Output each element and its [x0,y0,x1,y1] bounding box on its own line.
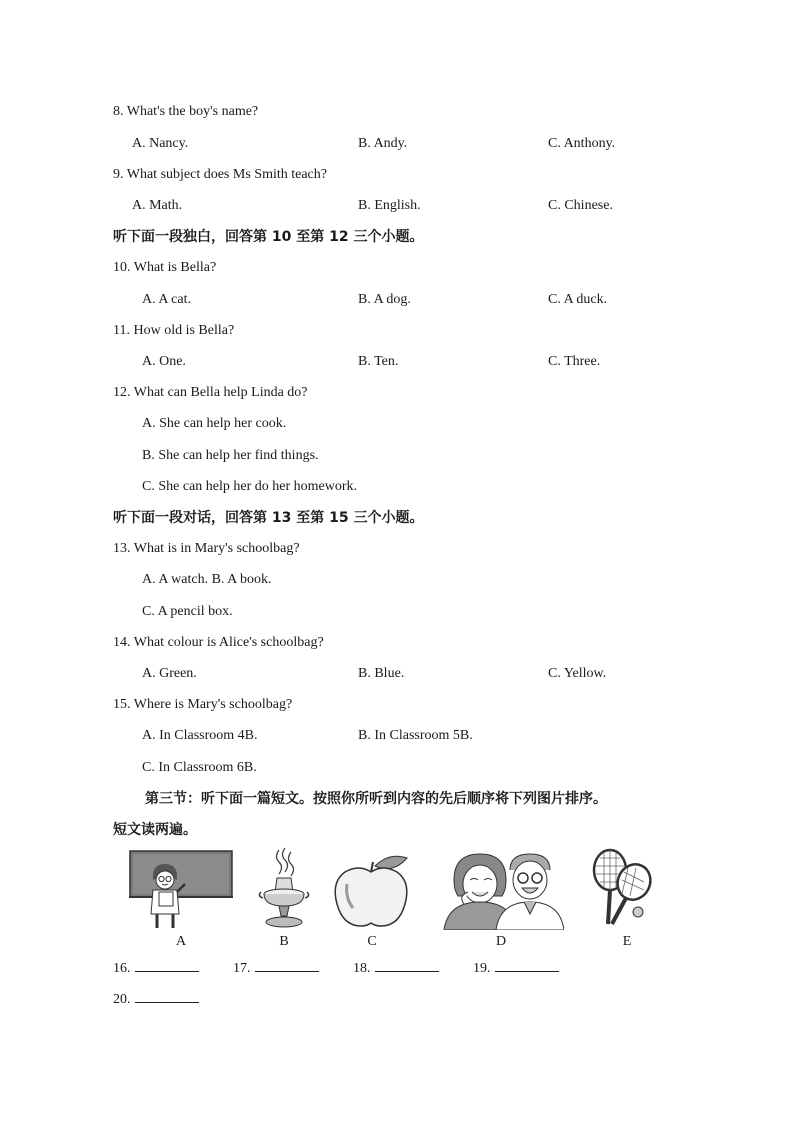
q15-option-c: C. In Classroom 6B. [142,760,257,775]
answer-20 [113,988,199,1009]
answer-18-blank[interactable] [375,957,439,972]
q8-option-c: C. Anthony. [548,136,616,151]
q13-option-ab: A. A watch. B. A book. [142,572,272,587]
question-13: 13. What is in Mary's schoolbag? [113,541,300,556]
q11-option-b: B. Ten. [358,354,399,369]
answer-18-number: 18. [353,961,371,976]
question-11: 11. How old is Bella? [113,323,235,338]
answer-18 [353,957,439,978]
hotpot-icon [257,846,311,930]
q10-option-c: C. A duck. [548,292,608,307]
picture-label-d: D [495,934,507,949]
dialogue-instruction: 听下面一段对话，回答第 13 至第 15 三个小题。 [113,510,424,526]
q10-option-b: B. A dog. [358,292,411,307]
q9-option-c: C. Chinese. [548,198,613,213]
teacher-at-blackboard-icon [129,850,233,930]
monologue-instruction: 听下面一段独白，回答第 10 至第 12 三个小题。 [113,229,424,245]
q11-option-a: A. One. [142,354,186,369]
apple-icon [333,850,413,930]
q8-option-a: A. Nancy. [132,136,189,151]
q9-option-b: B. English. [358,198,421,213]
picture-label-e: E [622,934,632,949]
picture-label-c: C [367,934,377,949]
q15-option-b: B. In Classroom 5B. [358,728,473,743]
picture-label-a: A [175,934,187,949]
question-14: 14. What colour is Alice's schoolbag? [113,635,324,650]
answer-17-blank[interactable] [255,957,319,972]
answer-16-blank[interactable] [135,957,199,972]
q15-option-a: A. In Classroom 4B. [142,728,258,743]
section3-instruction: 第三节：听下面一篇短文。按照你所听到内容的先后顺序将下列图片排序。 [145,791,607,807]
question-9: 9. What subject does Ms Smith teach? [113,167,327,182]
q14-option-a: A. Green. [142,666,197,681]
grandparents-laughing-icon [440,850,564,930]
answer-19 [473,957,559,978]
q11-option-c: C. Three. [548,354,601,369]
answer-20-number: 20. [113,992,131,1007]
q12-option-a: A. She can help her cook. [142,416,287,431]
q14-option-b: B. Blue. [358,666,405,681]
answer-17 [233,957,319,978]
q12-option-b: B. She can help her find things. [142,448,319,463]
section3-instruction-cont: 短文读两遍。 [113,822,197,838]
question-15: 15. Where is Mary's schoolbag? [113,697,293,712]
q14-option-c: C. Yellow. [548,666,607,681]
q10-option-a: A. A cat. [142,292,191,307]
q13-option-c: C. A pencil box. [142,604,233,619]
answer-16 [113,957,199,978]
picture-label-b: B [279,934,289,949]
question-10: 10. What is Bella? [113,260,217,275]
question-8: 8. What's the boy's name? [113,104,259,119]
answer-16-number: 16. [113,961,131,976]
answer-17-number: 17. [233,961,251,976]
q9-option-a: A. Math. [132,198,183,213]
q12-option-c: C. She can help her do her homework. [142,479,357,494]
answer-19-blank[interactable] [495,957,559,972]
answer-20-blank[interactable] [135,988,199,1003]
q8-option-b: B. Andy. [358,136,408,151]
tennis-rackets-icon [588,848,660,930]
answer-19-number: 19. [473,961,491,976]
question-12: 12. What can Bella help Linda do? [113,385,308,400]
